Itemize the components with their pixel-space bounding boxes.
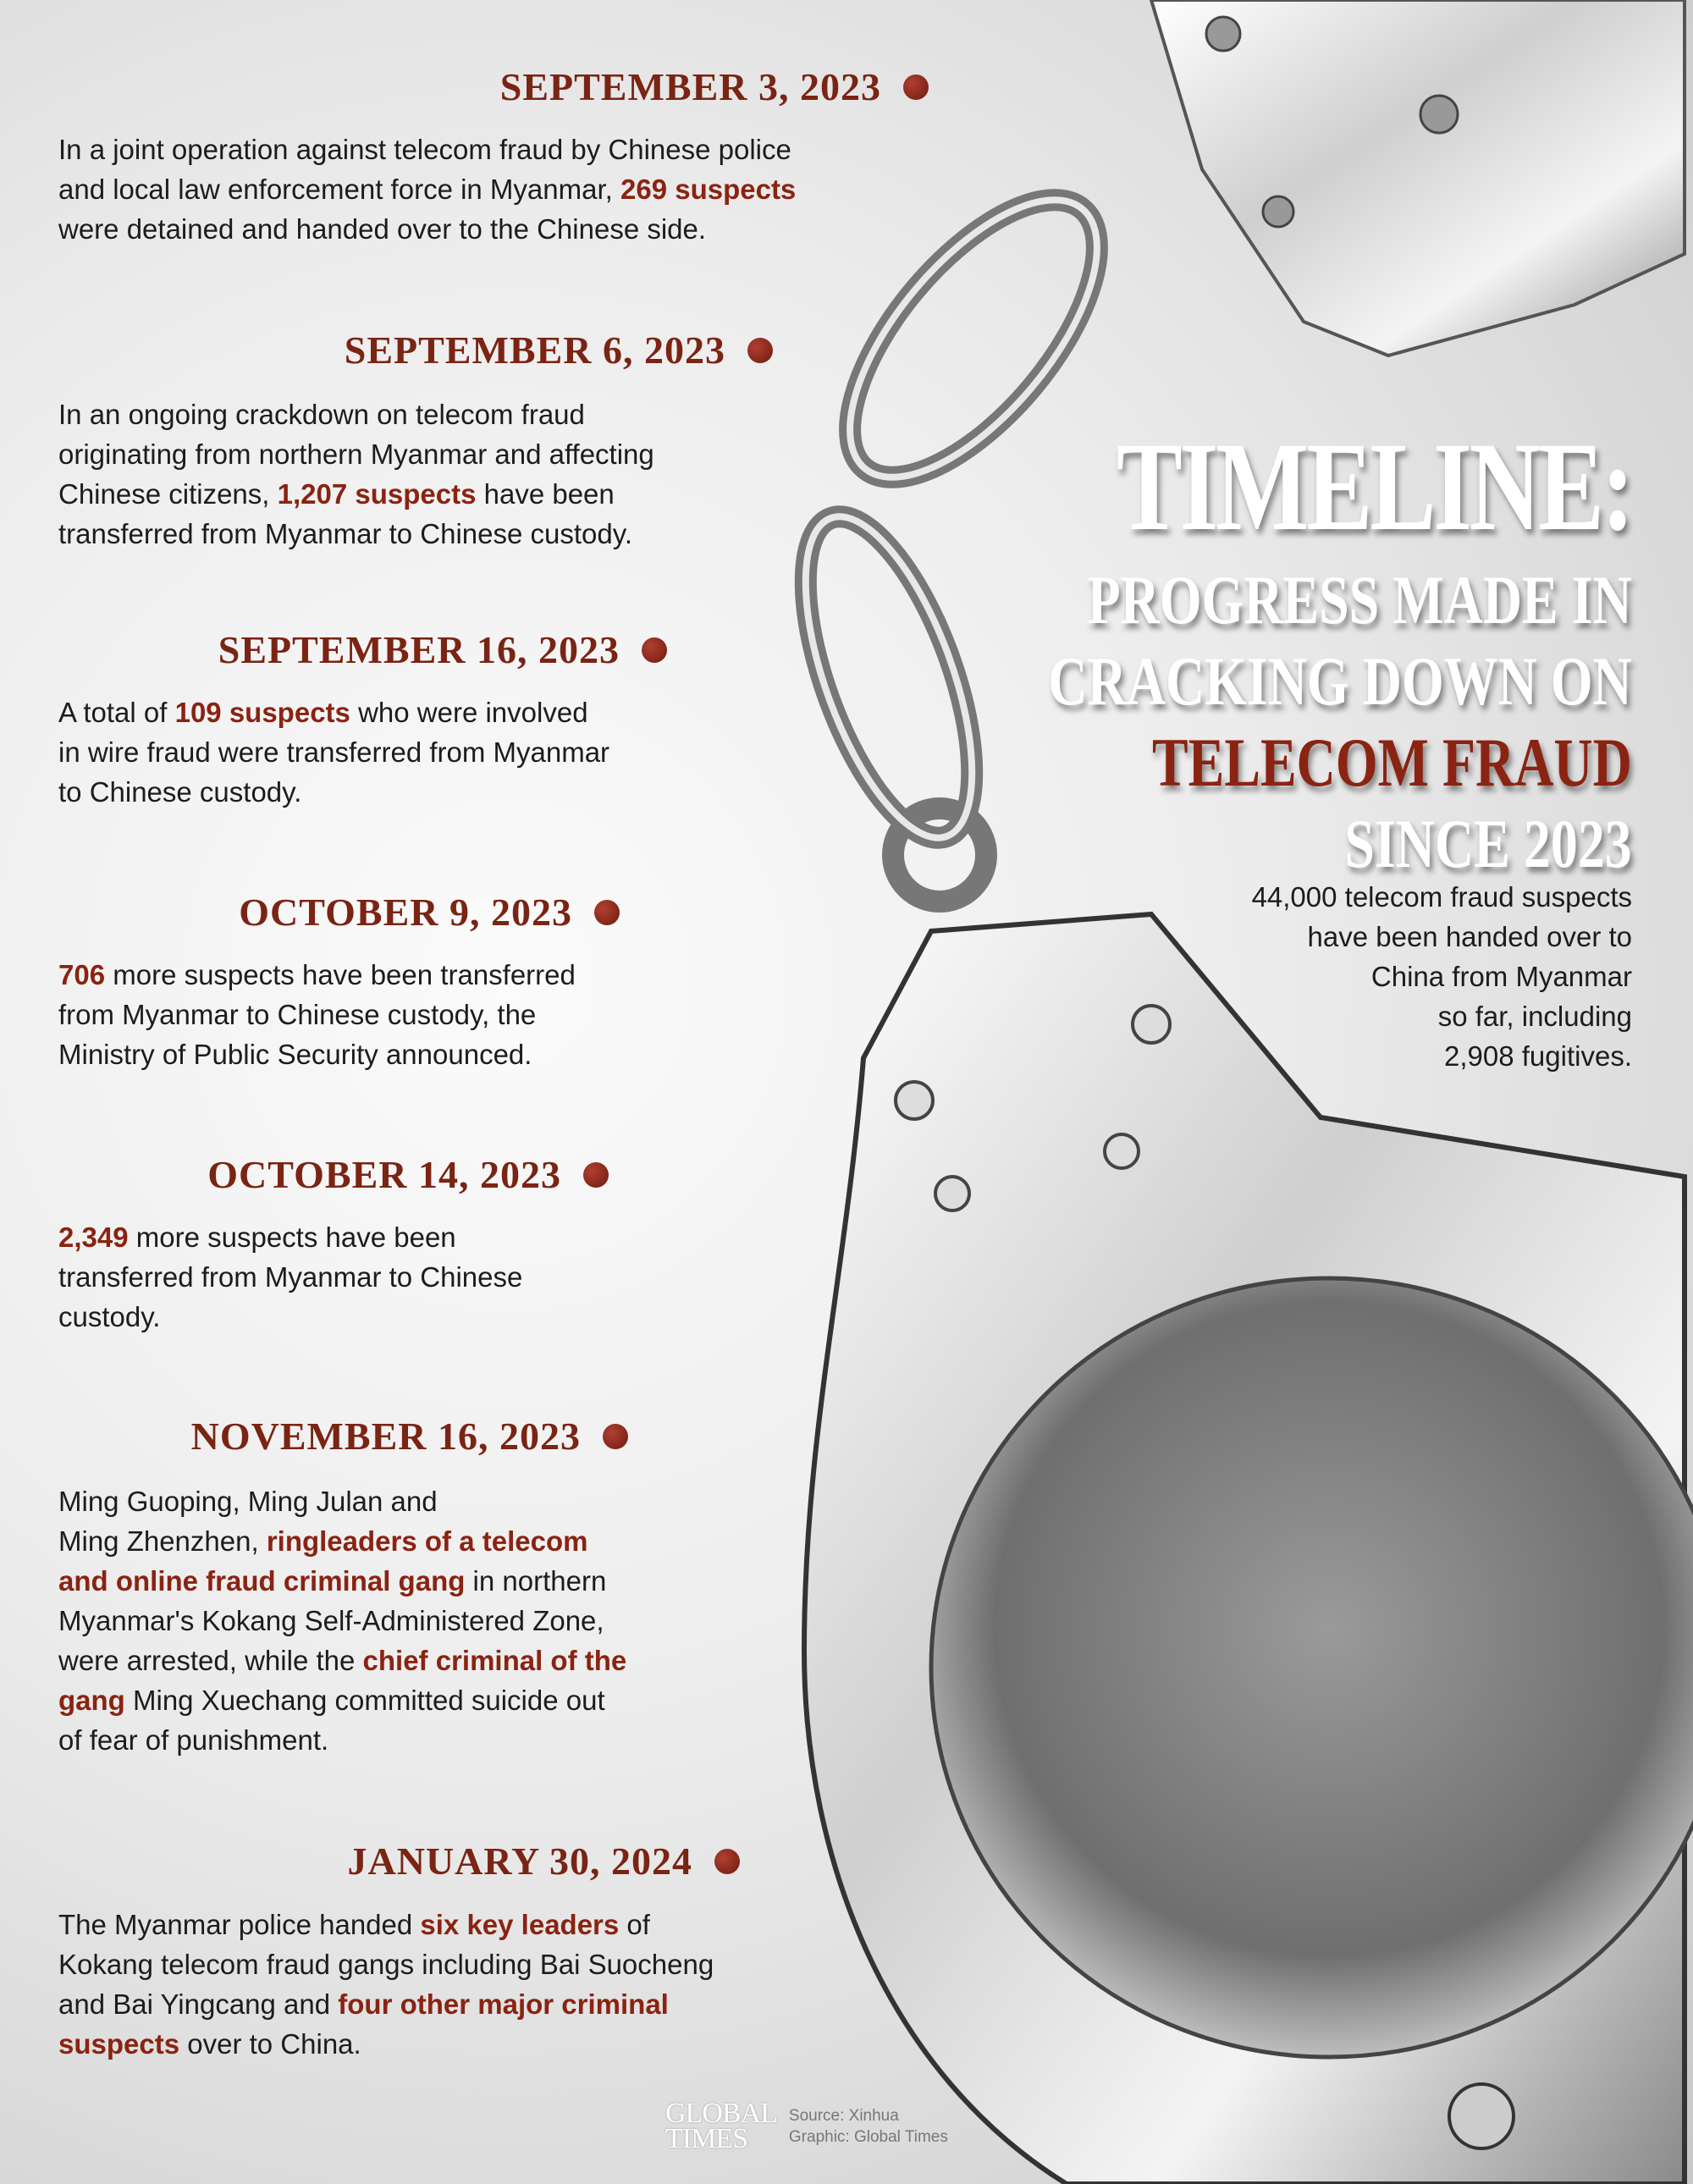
logo-text: TIMES bbox=[665, 2123, 747, 2154]
description-line bbox=[58, 1680, 626, 1720]
event-date: SEPTEMBER 3, 2023 bbox=[499, 65, 881, 108]
highlighted-text: and online fraud criminal gang bbox=[58, 1565, 466, 1597]
description-line bbox=[58, 1601, 626, 1641]
summary-text bbox=[1252, 877, 1632, 1076]
event-description bbox=[58, 1481, 626, 1760]
graphic-credit: Graphic: Global Times bbox=[788, 2128, 948, 2146]
text-segment: Kokang telecom fraud gangs including Bai Suocheng bbox=[58, 1949, 714, 1980]
highlighted-text: chief criminal of the bbox=[362, 1645, 627, 1676]
highlighted-text: gang bbox=[58, 1685, 125, 1716]
description-line bbox=[58, 394, 654, 434]
highlighted-text: four other major criminal bbox=[338, 1988, 669, 2020]
title-line: PROGRESS MADE IN bbox=[1087, 561, 1632, 638]
description-line bbox=[58, 130, 796, 169]
text-segment: Ming Guoping, Ming Julan and bbox=[58, 1486, 438, 1517]
description-line bbox=[58, 169, 796, 209]
text-segment: Myanmar's Kokang Self-Administered Zone, bbox=[58, 1605, 604, 1636]
text-segment: Ministry of Public Security announced. bbox=[58, 1039, 532, 1070]
event-date: SEPTEMBER 6, 2023 bbox=[344, 328, 725, 372]
text-segment: Ming Zhenzhen, bbox=[58, 1525, 267, 1557]
event-date: NOVEMBER 16, 2023 bbox=[190, 1415, 581, 1458]
event-description bbox=[58, 1217, 522, 1337]
description-line bbox=[58, 474, 654, 514]
description-line bbox=[58, 1944, 714, 1984]
title-line: SINCE 2023 bbox=[1344, 805, 1632, 882]
text-segment: In a joint operation against telecom fraud by Chinese police bbox=[58, 134, 791, 165]
event-date-row bbox=[239, 890, 620, 935]
description-line bbox=[58, 1561, 626, 1601]
global-times-logo bbox=[665, 2098, 777, 2154]
event-description bbox=[58, 1905, 714, 2064]
text-segment: to Chinese custody. bbox=[58, 776, 302, 808]
timeline-dot-icon bbox=[747, 338, 773, 363]
text-segment: and Bai Yingcang and bbox=[58, 1988, 339, 2020]
event-date-row bbox=[218, 627, 667, 672]
title-line: TIMELINE: bbox=[1116, 416, 1632, 557]
text-segment: transferred from Myanmar to Chinese bbox=[58, 1261, 523, 1293]
text-segment: over to China. bbox=[179, 2028, 361, 2060]
highlighted-text: 706 bbox=[58, 959, 106, 990]
title-line-highlight: TELECOM FRAUD bbox=[1152, 724, 1632, 801]
description-line bbox=[58, 692, 609, 732]
text-segment: Ming Xuechang committed suicide out bbox=[124, 1685, 605, 1716]
description-line bbox=[58, 995, 576, 1034]
text-segment: in wire fraud were transferred from Myanmar bbox=[58, 736, 610, 768]
description-line bbox=[58, 514, 654, 554]
text-segment: In an ongoing crackdown on telecom fraud bbox=[58, 399, 585, 430]
text-segment: Chinese citizens, bbox=[58, 478, 278, 510]
text-segment: were detained and handed over to the Chinese side. bbox=[58, 213, 707, 245]
timeline-dot-icon bbox=[714, 1849, 740, 1874]
description-line bbox=[58, 1297, 522, 1337]
summary-line: so far, including bbox=[1437, 1001, 1632, 1032]
highlighted-text: suspects bbox=[58, 2028, 180, 2060]
description-line bbox=[58, 732, 609, 772]
text-segment: from Myanmar to Chinese custody, the bbox=[58, 999, 537, 1030]
event-date-row bbox=[207, 1152, 609, 1197]
text-segment: custody. bbox=[58, 1301, 161, 1332]
event-description bbox=[58, 130, 796, 249]
highlighted-text: ringleaders of a telecom bbox=[266, 1525, 588, 1557]
description-line bbox=[58, 1034, 576, 1074]
text-segment: transferred from Myanmar to Chinese custody. bbox=[58, 518, 632, 549]
text-segment: were arrested, while the bbox=[58, 1645, 363, 1676]
text-segment: of fear of punishment. bbox=[58, 1724, 329, 1756]
description-line bbox=[58, 1905, 714, 1944]
summary-line: have been handed over to bbox=[1307, 921, 1632, 952]
event-date-row bbox=[348, 1839, 741, 1883]
event-description bbox=[58, 394, 654, 554]
timeline-dot-icon bbox=[594, 900, 620, 925]
description-line bbox=[58, 434, 654, 474]
text-segment: The Myanmar police handed bbox=[58, 1909, 421, 1940]
timeline-dot-icon bbox=[583, 1162, 609, 1188]
event-date-row bbox=[345, 328, 773, 372]
description-line bbox=[58, 1217, 522, 1257]
description-line bbox=[58, 1984, 714, 2024]
footer bbox=[665, 2098, 948, 2154]
text-segment: originating from northern Myanmar and affecting bbox=[58, 438, 654, 470]
logo-text: GLOBAL bbox=[665, 2098, 777, 2129]
event-description bbox=[58, 955, 576, 1074]
text-segment: more suspects have been bbox=[128, 1222, 456, 1253]
text-segment: have been bbox=[476, 478, 615, 510]
text-segment: and local law enforcement force in Myanmar, bbox=[58, 174, 620, 205]
text-segment: of bbox=[619, 1909, 650, 1940]
summary-line: 44,000 telecom fraud suspects bbox=[1251, 881, 1632, 913]
timeline-dot-icon bbox=[903, 74, 929, 100]
timeline-dot-icon bbox=[603, 1424, 628, 1449]
top-cuff bbox=[1151, 0, 1685, 356]
event-date: OCTOBER 14, 2023 bbox=[207, 1153, 561, 1196]
event-date: SEPTEMBER 16, 2023 bbox=[218, 628, 620, 671]
highlighted-text: 269 suspects bbox=[620, 174, 797, 205]
event-date: OCTOBER 9, 2023 bbox=[239, 891, 572, 934]
event-description bbox=[58, 692, 609, 812]
description-line bbox=[58, 1521, 626, 1561]
infographic-title bbox=[884, 416, 1632, 891]
timeline-dot-icon bbox=[642, 637, 667, 663]
description-line bbox=[58, 772, 609, 812]
description-line bbox=[58, 1720, 626, 1760]
description-line bbox=[58, 1481, 626, 1521]
title-line: CRACKING DOWN ON bbox=[1048, 643, 1632, 720]
event-date-row bbox=[191, 1414, 628, 1459]
description-line bbox=[58, 955, 576, 995]
summary-line: China from Myanmar bbox=[1370, 961, 1632, 992]
text-segment: more suspects have been transferred bbox=[105, 959, 576, 990]
description-line bbox=[58, 1257, 522, 1297]
text-segment: in northern bbox=[465, 1565, 607, 1597]
event-date-row bbox=[500, 64, 929, 109]
highlighted-text: 109 suspects bbox=[174, 697, 350, 728]
text-segment: who were involved bbox=[350, 697, 588, 728]
description-line bbox=[58, 1641, 626, 1680]
summary-line: 2,908 fugitives. bbox=[1444, 1040, 1632, 1072]
text-segment: A total of bbox=[58, 697, 175, 728]
event-date: JANUARY 30, 2024 bbox=[347, 1839, 692, 1883]
highlighted-text: 2,349 bbox=[58, 1222, 129, 1253]
description-line bbox=[58, 2024, 714, 2064]
cuff-photo bbox=[931, 1278, 1693, 2057]
description-line bbox=[58, 209, 796, 249]
source-credit: Source: Xinhua bbox=[788, 2107, 899, 2125]
highlighted-text: six key leaders bbox=[420, 1909, 620, 1940]
highlighted-text: 1,207 suspects bbox=[277, 478, 477, 510]
